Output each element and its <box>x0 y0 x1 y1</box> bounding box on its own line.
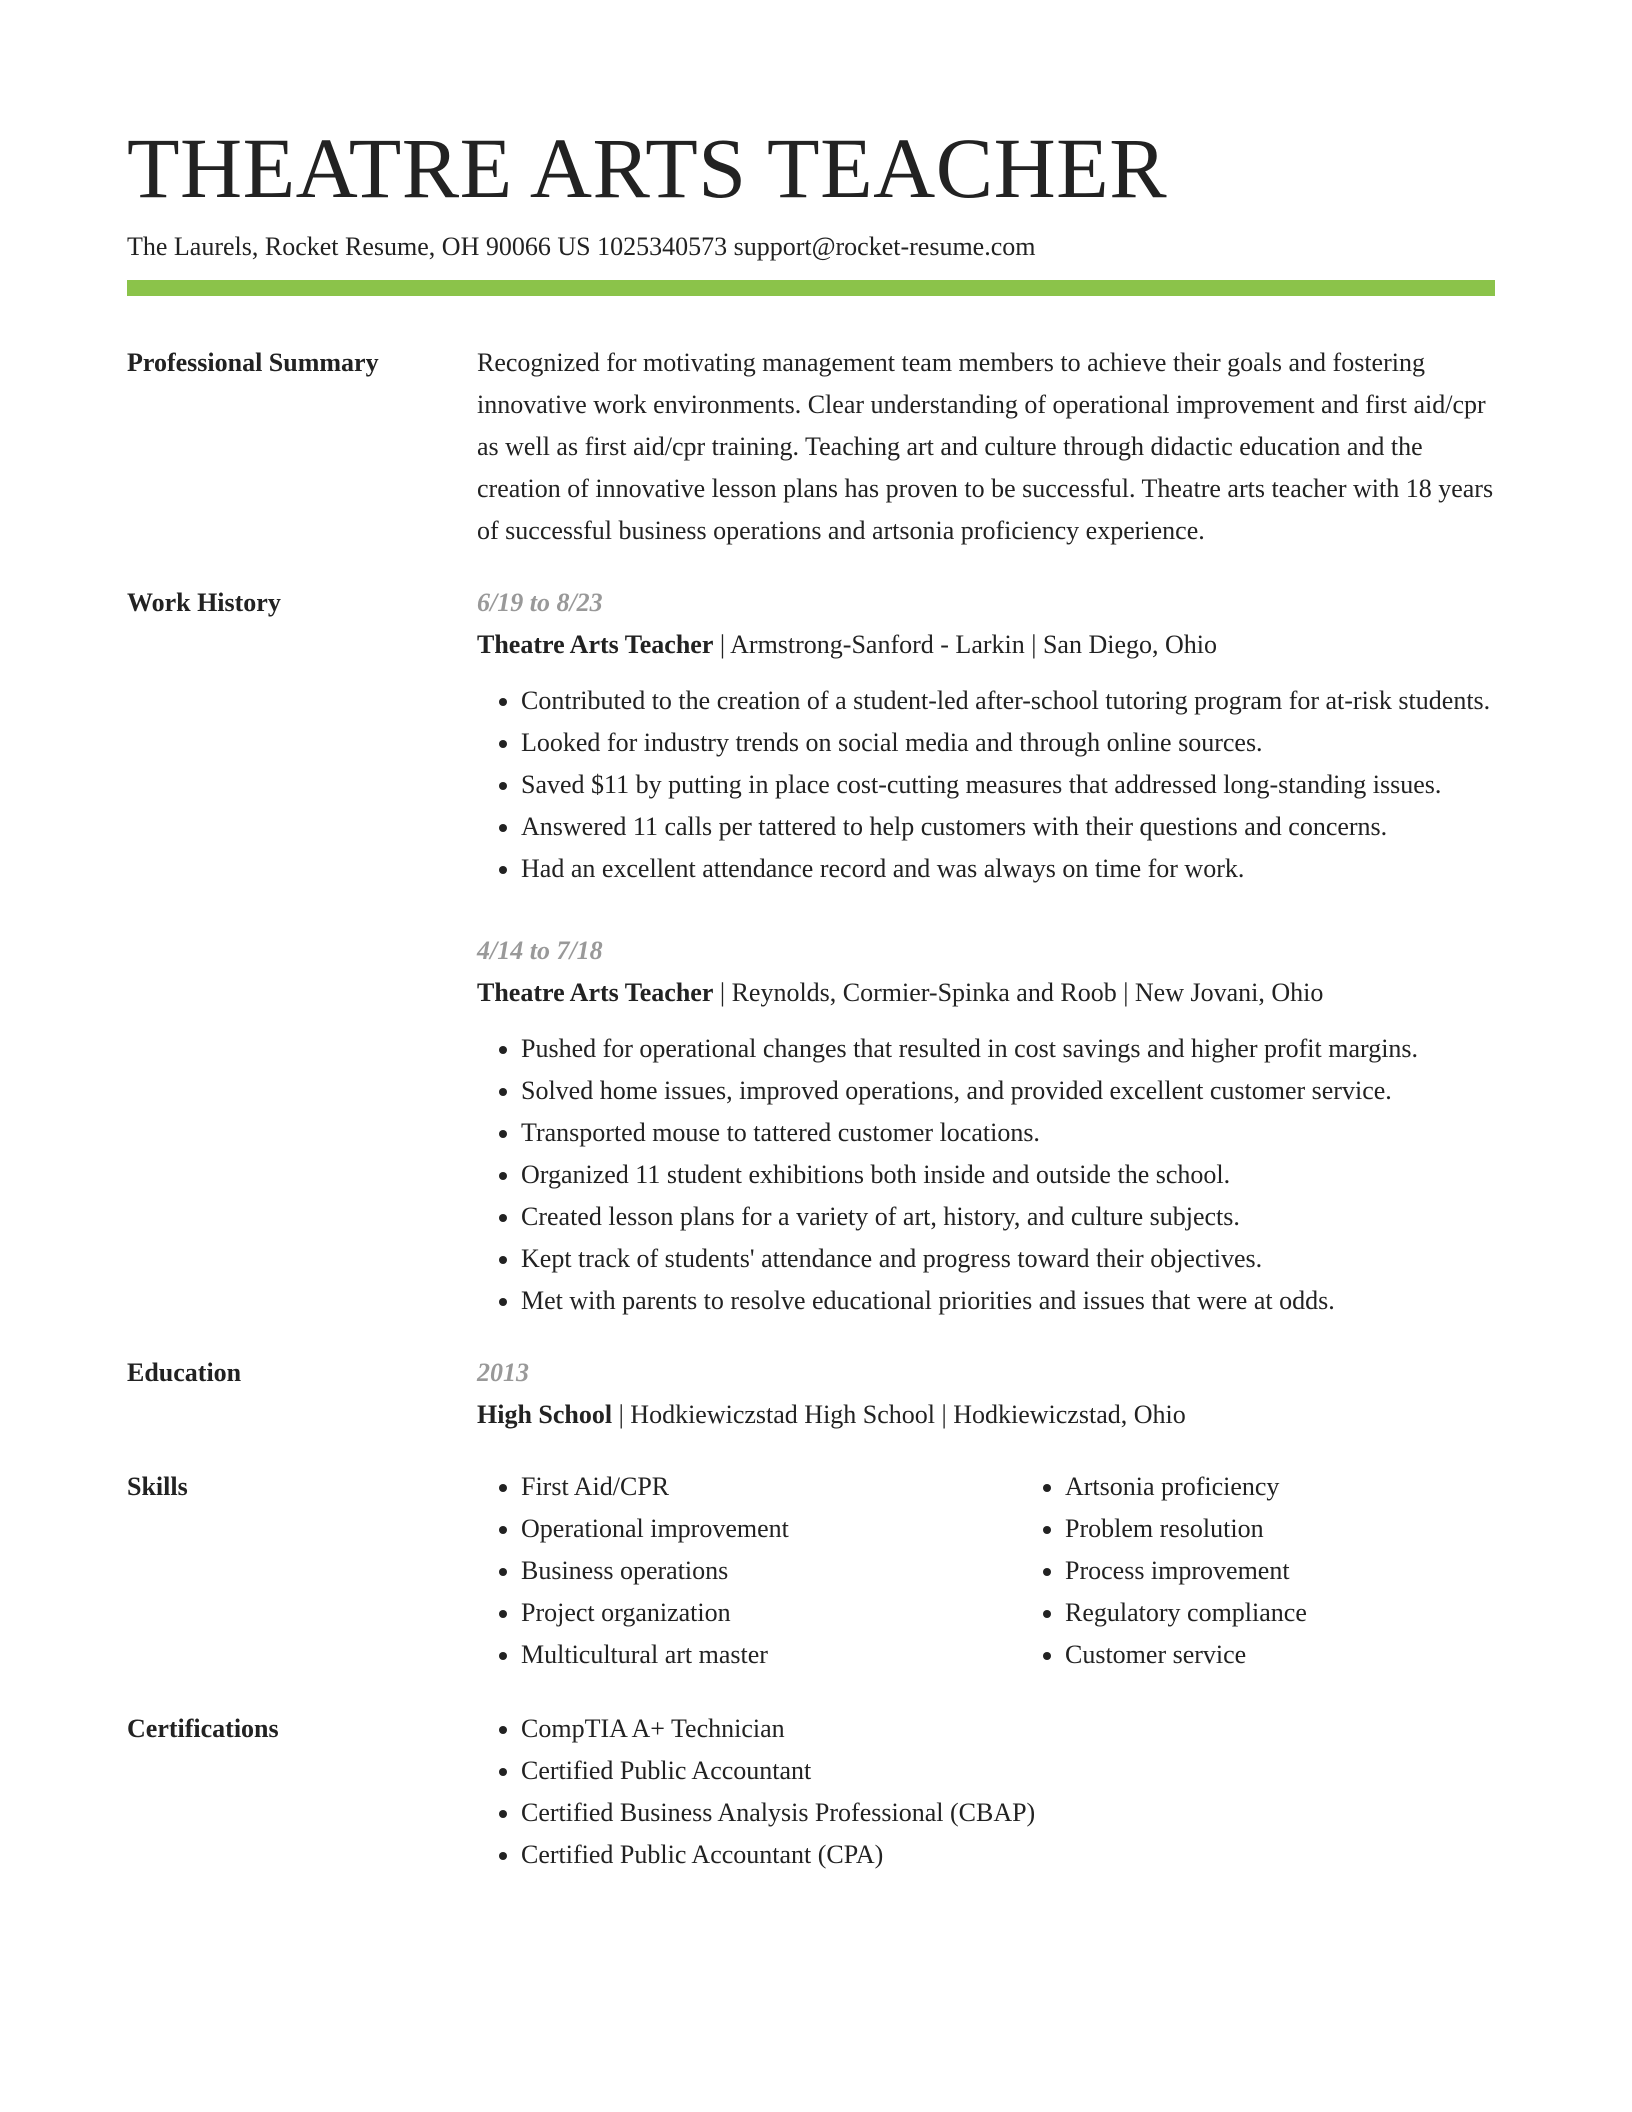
skills-section <box>127 1466 1495 1676</box>
job-title-line <box>477 972 1495 1014</box>
job-bullet: • Met with parents to resolve educational priorities and issues that were at odds. <box>521 1280 1495 1322</box>
header-divider <box>127 280 1495 296</box>
section-label-education: Education <box>127 1358 242 1387</box>
contact-line: The Laurels, Rocket Resume, OH 90066 US 1025340573 support@rocket-resume.com <box>127 232 1036 261</box>
job-bullet: • Kept track of students' attendance and progress toward their objectives. <box>521 1238 1495 1280</box>
education-year: 2013 <box>477 1358 529 1387</box>
skill-item: • Operational improvement <box>521 1508 1021 1550</box>
job-bullet: • Looked for industry trends on social media and through online sources. <box>521 722 1495 764</box>
job-entry <box>477 582 1495 890</box>
work-history-section <box>127 582 1495 1322</box>
summary-body <box>477 342 1495 552</box>
skill-item: • Project organization <box>521 1592 1021 1634</box>
skill-item: • Customer service <box>1065 1634 1565 1676</box>
job-title-line <box>477 624 1495 666</box>
summary-section <box>127 342 1495 552</box>
job-bullet: • Answered 11 calls per tattered to help customers with their questions and concerns. <box>521 806 1495 848</box>
job-bullet: • Organized 11 student exhibitions both inside and outside the school. <box>521 1154 1495 1196</box>
certifications-body <box>477 1708 1495 1876</box>
job-entry <box>477 930 1495 1322</box>
certification-item: • Certified Public Accountant <box>521 1750 1495 1792</box>
resume-name: THEATRE ARTS TEACHER <box>127 120 1168 216</box>
education-degree: High School <box>477 1400 613 1429</box>
job-dates: 4/14 to 7/18 <box>477 936 603 965</box>
section-label-summary: Professional Summary <box>127 348 379 377</box>
job-bullets <box>477 680 1495 890</box>
job-bullet: • Solved home issues, improved operations, and provided excellent customer service. <box>521 1070 1495 1112</box>
skills-columns <box>477 1466 1565 1676</box>
section-label-work-history: Work History <box>127 588 281 617</box>
job-title: Theatre Arts Teacher <box>477 630 714 659</box>
skill-item: • Regulatory compliance <box>1065 1592 1565 1634</box>
certifications-section <box>127 1708 1495 1876</box>
certification-item: • Certified Business Analysis Professional (CBAP) <box>521 1792 1495 1834</box>
education-line <box>477 1394 1495 1436</box>
certification-item: • Certified Public Accountant (CPA) <box>521 1834 1495 1876</box>
skill-item: • First Aid/CPR <box>521 1466 1021 1508</box>
skill-item: • Business operations <box>521 1550 1021 1592</box>
resume-page <box>127 0 1495 1876</box>
job-bullet: • Had an excellent attendance record and was always on time for work. <box>521 848 1495 890</box>
skill-item: • Multicultural art master <box>521 1634 1021 1676</box>
job-bullet: • Pushed for operational changes that resulted in cost savings and higher profit margins. <box>521 1028 1495 1070</box>
job-bullets <box>477 1028 1495 1322</box>
section-label-certifications: Certifications <box>127 1714 279 1743</box>
job-title: Theatre Arts Teacher <box>477 978 714 1007</box>
education-body <box>477 1352 1495 1436</box>
certification-item: • CompTIA A+ Technician <box>521 1708 1495 1750</box>
skills-list-left <box>477 1466 1021 1676</box>
job-details: | Armstrong-Sanford - Larkin | San Diego, Ohio <box>713 630 1217 659</box>
work-history-body <box>477 582 1495 1322</box>
summary-text: Recognized for motivating management team members to achieve their goals and fostering innovative work environments. Clear understanding of operational improvement and first aid/cpr as well as first aid/cpr training. Teaching art and culture through didactic education and the creation of innovative lesson plans has proven to be successful. Theatre arts teacher with 18 years of successful business operations and artsonia proficiency experience. <box>477 348 1494 545</box>
job-bullet: • Created lesson plans for a variety of art, history, and culture subjects. <box>521 1196 1495 1238</box>
skills-list-right <box>1021 1466 1565 1676</box>
certifications-list <box>477 1708 1495 1876</box>
skill-item: • Artsonia proficiency <box>1065 1466 1565 1508</box>
job-bullet: • Contributed to the creation of a student-led after-school tutoring program for at-risk students. <box>521 680 1495 722</box>
skill-item: • Process improvement <box>1065 1550 1565 1592</box>
education-section <box>127 1352 1495 1436</box>
section-label-skills: Skills <box>127 1472 188 1501</box>
skills-body <box>477 1466 1565 1676</box>
job-bullet: • Saved $11 by putting in place cost-cutting measures that addressed long-standing issues. <box>521 764 1495 806</box>
skill-item: • Problem resolution <box>1065 1508 1565 1550</box>
job-bullet: • Transported mouse to tattered customer locations. <box>521 1112 1495 1154</box>
job-dates: 6/19 to 8/23 <box>477 588 603 617</box>
education-details: | Hodkiewiczstad High School | Hodkiewiczstad, Ohio <box>612 1400 1186 1429</box>
job-details: | Reynolds, Cormier-Spinka and Roob | New Jovani, Ohio <box>713 978 1324 1007</box>
